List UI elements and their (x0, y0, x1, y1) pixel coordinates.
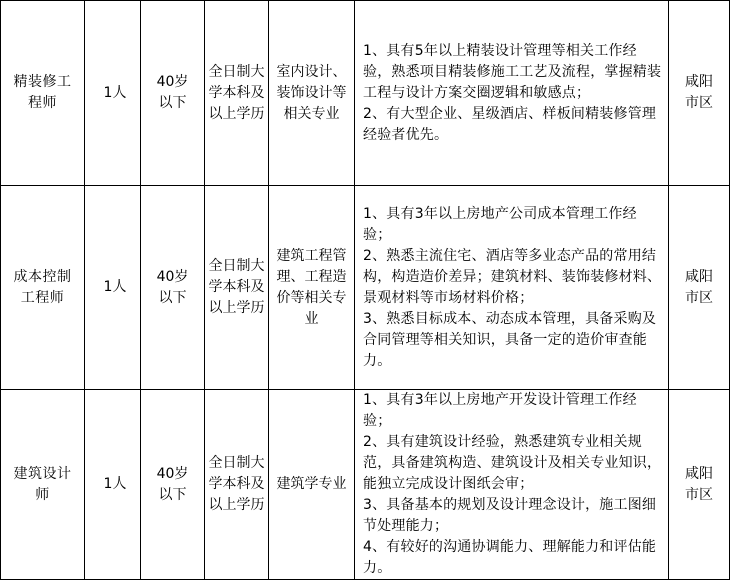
table-row (1, 1, 730, 186)
age-limit: 40岁以下 (156, 268, 189, 306)
job-title: 成本控制工程师 (13, 268, 72, 306)
requirement-item: 2、熟悉主流住宅、酒店等多业态产品的常用结构，构造造价差异；建筑材料、装饰装修材料、景观材料等市场材料价格； (363, 247, 662, 306)
requirements-cell (355, 186, 669, 390)
education-cell (205, 390, 269, 580)
job-title-cell (1, 1, 85, 186)
job-title: 精装修工程师 (13, 74, 72, 111)
headcount-cell (85, 186, 141, 390)
location-cell (669, 1, 730, 186)
requirement-item: 3、熟悉目标成本、动态成本管理，具备采购及合同管理等相关知识，具备一定的造价审查能力。 (363, 310, 657, 369)
major-cell (269, 1, 355, 186)
requirement-item: 3、具备基本的规划及设计理念设计，施工图细节处理能力； (363, 497, 657, 534)
requirements-cell (355, 1, 669, 186)
age-limit-cell (141, 1, 205, 186)
headcount: 1人 (103, 84, 127, 101)
job-title-cell (1, 390, 85, 580)
location: 咸阳市区 (685, 74, 713, 111)
age-limit-cell (141, 186, 205, 390)
education: 全日制大学本科及以上学历 (208, 258, 265, 316)
job-title: 建筑设计师 (13, 465, 72, 503)
table-row (1, 390, 730, 580)
requirement-item: 2、有大型企业、星级酒店、样板间精装修管理经验者优先。 (363, 105, 657, 143)
education: 全日制大学本科及以上学历 (208, 455, 265, 513)
requirements-cell (355, 390, 669, 580)
headcount-cell (85, 390, 141, 580)
age-limit: 40岁以下 (156, 465, 189, 503)
requirement-item: 4、有较好的沟通协调能力、理解能力和评估能力。 (363, 539, 657, 576)
headcount: 1人 (103, 279, 127, 295)
requirement-item: 1、具有3年以上房地产公司成本管理工作经验； (363, 205, 637, 243)
major: 室内设计、装饰设计等相关专业 (276, 63, 347, 122)
location: 咸阳市区 (685, 268, 713, 306)
education-cell (205, 186, 269, 390)
major: 建筑工程管理、工程造价等相关专业 (276, 247, 347, 327)
headcount-cell (85, 1, 141, 186)
education-cell (205, 1, 269, 186)
age-limit-cell (141, 390, 205, 580)
major-cell (269, 186, 355, 390)
requirement-item: 1、具有5年以上精装设计管理等相关工作经验，熟悉项目精装修施工工艺及流程，掌握精装工程与设计方案交圈逻辑和敏感点； (363, 42, 662, 101)
headcount: 1人 (103, 476, 127, 492)
location-cell (669, 186, 730, 390)
table-row (1, 186, 730, 390)
requirement-item: 2、具有建筑设计经验，熟悉建筑专业相关规范，具备建筑构造、建筑设计及相关专业知识，能独立完成设计图纸会审； (363, 434, 662, 492)
major: 建筑学专业 (276, 476, 347, 492)
job-title-cell (1, 186, 85, 390)
requirement-item: 1、具有3年以上房地产开发设计管理工作经验； (363, 392, 637, 429)
location: 咸阳市区 (685, 465, 713, 503)
education: 全日制大学本科及以上学历 (208, 63, 265, 122)
major-cell (269, 390, 355, 580)
location-cell (669, 390, 730, 580)
age-limit: 40岁以下 (156, 74, 189, 111)
